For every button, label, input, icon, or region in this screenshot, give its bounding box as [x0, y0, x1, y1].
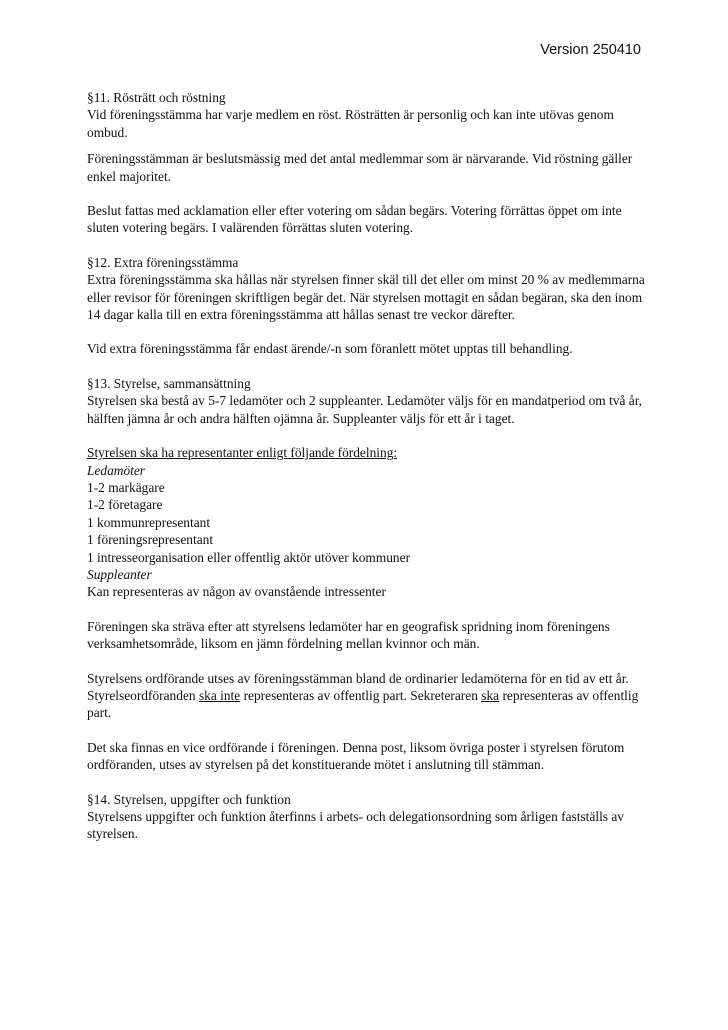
section-11-paragraph-3: Beslut fattas med acklamation eller efter votering om sådan begärs. Votering förrättas öppet om inte sluten votering begärs. I valärenden förrättas sluten votering.	[87, 203, 622, 236]
deputies-label: Suppleanter	[87, 566, 152, 582]
member-item: 1-2 markägare	[87, 479, 165, 495]
section-13-heading: §13. Styrelse, sammansättning	[87, 375, 251, 391]
document-body	[87, 89, 647, 843]
chair-text-c: representeras av offentlig part.	[87, 687, 639, 721]
member-item: 1 kommunrepresentant	[87, 514, 211, 530]
member-item: 1-2 företagare	[87, 497, 163, 513]
member-item: 1 föreningsrepresentant	[87, 532, 214, 548]
section-13-paragraph-1: Styrelsen ska bestå av 5-7 ledamöter och 2 suppleanter. Ledamöter väljs för en mandatperiod om två år, hälften jämna år och andra hälften ojämna år. Suppleanter väljs för ett år i taget.	[87, 393, 642, 426]
section-12-paragraph-2: Vid extra föreningsstämma får endast ärende/-n som föranlett mötet upptas till behandling.	[87, 341, 573, 357]
deputies-text: Kan representeras av någon av ovanstående intressenter	[87, 584, 386, 600]
chair-underlined-ska-inte: ska inte	[198, 687, 241, 703]
section-11-paragraph-2: Föreningsstämman är beslutsmässig med det antal medlemmar som är närvarande. Vid röstning gäller enkel majoritet.	[87, 151, 633, 184]
section-14-paragraph-1: Styrelsens uppgifter och funktion återfinns i arbets- och delegationsordning som årligen fastställs av styrelsen.	[87, 809, 624, 842]
members-label: Ledamöter	[87, 462, 146, 478]
section-12-heading: §12. Extra föreningsstämma	[87, 254, 239, 270]
section-11-heading: §11. Rösträtt och röstning	[87, 90, 226, 105]
version-label: Version 250410	[540, 42, 641, 58]
chair-paragraph	[87, 670, 647, 722]
chair-text-a: Styrelsens ordförande utses av föreningsstämman bland de ordinarier ledamöterna för en tid av ett år. Styrelseordföranden	[87, 670, 629, 703]
section-12-paragraph-1: Extra föreningsstämma ska hållas när styrelsen finner skäl till det eller om minst 20 % av medlemmarna eller revisor för föreningen skriftligen begär det. När styrelsen mottagit en sådan begäran, ska den inom 14 dagar kalla till en extra föreningsstämma att hållas senast tre veckor därefter.	[87, 272, 645, 323]
section-11-paragraph-1: Vid föreningsstämma har varje medlem en röst. Rösträtten är personlig och kan inte utövas genom ombud.	[87, 107, 614, 140]
chair-text-b: representeras av offentlig part. Sekreteraren	[240, 687, 482, 703]
section-14-heading: §14. Styrelsen, uppgifter och funktion	[87, 791, 291, 807]
chair-underlined-ska: ska	[481, 687, 500, 703]
distribution-heading: Styrelsen ska ha representanter enligt följande fördelning:	[87, 445, 398, 461]
vice-chair-paragraph: Det ska finnas en vice ordförande i föreningen. Denna post, liksom övriga poster i styrelsen förutom ordföranden, utses av styrelsen på det konstituerande mötet i anslutning till stämman.	[87, 739, 625, 773]
member-item: 1 intresseorganisation eller offentlig aktör utöver kommuner	[87, 549, 411, 565]
geography-paragraph: Föreningen ska sträva efter att styrelsens ledamöter har en geografisk spridning inom föreningens verksamhetsområde, liksom en jämn fördelning mellan kvinnor och män.	[87, 618, 610, 652]
